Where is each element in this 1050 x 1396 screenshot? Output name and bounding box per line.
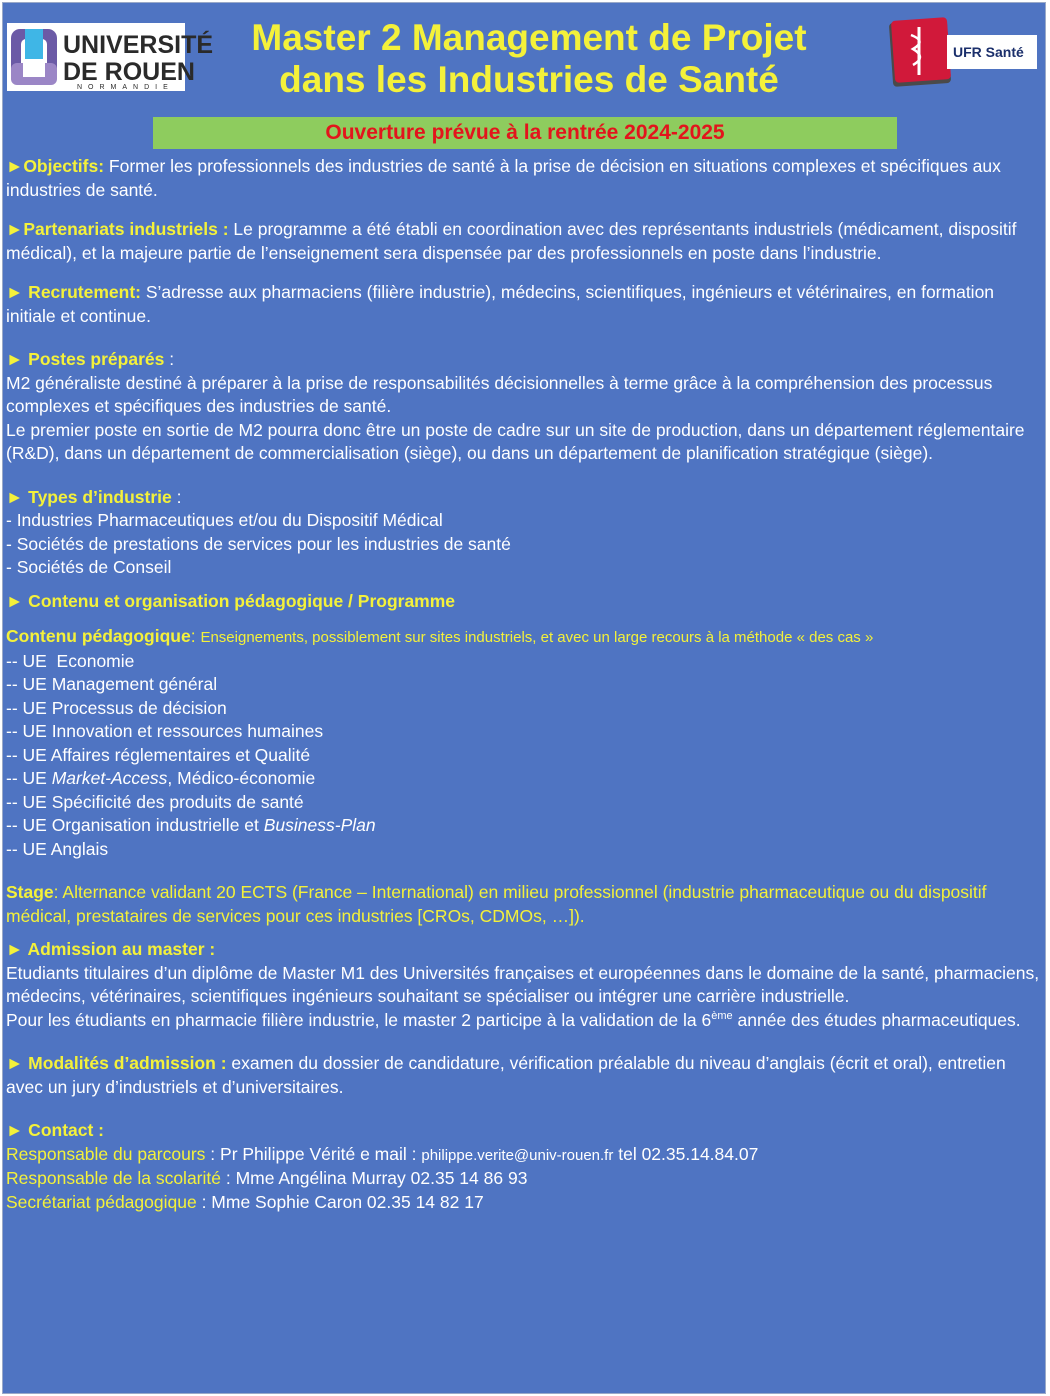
ue-item xyxy=(6,744,1040,768)
header xyxy=(3,3,1045,115)
contact-label-scolarite: Responsable de la scolarité xyxy=(6,1168,221,1188)
contact-label-responsable: Responsable du parcours xyxy=(6,1143,206,1164)
ue-item-text: -- UE Processus de décision xyxy=(6,697,227,718)
admission-para-1: Etudiants titulaires d’un diplôme de Master M1 des Universités françaises et européennes dans le domaine de la santé, pharmaciens, médecins, vétérinaires, scientifiques ingénieurs souhaitant se spécialiser ou intégrer une carrière industrielle. xyxy=(6,962,1040,1006)
contact-tel: tel 02.35.14.84.07 xyxy=(613,1143,759,1164)
ue-item xyxy=(6,720,1040,744)
ue-item-text: -- UE Economie xyxy=(6,650,135,671)
ue-item-italic: Market-Access xyxy=(51,768,168,788)
ue-item-text: -- UE xyxy=(6,768,52,788)
section-partenariats xyxy=(6,218,1040,265)
section-objectifs xyxy=(6,155,1040,202)
ue-item-text: -- UE Management général xyxy=(6,674,218,694)
ue-item xyxy=(6,650,1040,674)
ue-item xyxy=(6,697,1040,721)
postes-heading: ► Postes préparés xyxy=(6,349,165,369)
ue-item xyxy=(6,838,1040,862)
ufr-logo-text: UFR Santé xyxy=(953,44,1024,60)
objectifs-heading: ►Objectifs: xyxy=(6,156,105,176)
contact-email-link[interactable]: philippe.verite@univ-rouen.fr xyxy=(421,1146,614,1164)
logo-text-rouen: DE ROUEN xyxy=(63,58,195,86)
objectifs-text: Former les professionnels des industries de santé à la prise de décision en situations complexes et spécifiques aux industries de santé. xyxy=(6,156,1001,200)
title-line-2: dans les Industries de Santé xyxy=(279,59,779,100)
contact-line-2 xyxy=(6,1167,1040,1191)
contact-line-1 xyxy=(6,1143,1040,1168)
contenu-sub-colon: : xyxy=(190,626,201,646)
types-heading: ► Types d’industrie xyxy=(6,486,172,507)
ue-item xyxy=(6,767,1040,791)
recrutement-text: S’adresse aux pharmaciens (filière industrie), médecins, scientifiques, ingénieurs et vétérinaires, en formation initiale et continue. xyxy=(6,282,995,326)
partenariats-text: Le programme a été établi en coordination avec des représentants industriels (médicament, dispositif médical), et la majeure partie de l’enseignement sera dispensée par des professionnels en poste dans l’industrie. xyxy=(6,219,1017,263)
ue-item-text: -- UE Affaires réglementaires et Qualité xyxy=(6,744,311,765)
admission-para-2 xyxy=(6,1009,1040,1033)
admission-heading: ► Admission au master : xyxy=(6,939,216,959)
postes-heading-line xyxy=(6,348,1040,372)
admission-para-2-end: année des études pharmaceutiques. xyxy=(732,1009,1021,1030)
types-item: - Sociétés de Conseil xyxy=(6,557,172,577)
ue-item-suffix: , Médico-économie xyxy=(167,768,316,788)
contact-text-secretariat: : Mme Sophie Caron 02.35 14 82 17 xyxy=(196,1191,484,1212)
contact-heading: ► Contact : xyxy=(6,1120,105,1140)
types-item: - Industries Pharmaceutiques et/ou du Dispositif Médical xyxy=(6,510,443,530)
postes-para-2: Le premier poste en sortie de M2 pourra donc être un poste de cadre sur un site de production, dans un département réglementaire (R&D), dans un département de commercialisation (siège), ou dans un département de planification stratégique (siège). xyxy=(6,419,1025,463)
stage-heading: Stage xyxy=(6,882,54,902)
section-stage xyxy=(6,881,1040,928)
ue-item-text: -- UE Anglais xyxy=(6,838,109,859)
logo-text-normandie: NORMANDIE xyxy=(77,84,174,91)
logo-text-universite: UNIVERSITÉ xyxy=(63,31,214,59)
flyer-page xyxy=(2,2,1046,1394)
types-heading-line xyxy=(6,486,1040,510)
types-colon: : xyxy=(171,486,182,507)
contenu-sub-line xyxy=(6,625,1040,650)
partenariats-heading: ►Partenariats industriels : xyxy=(6,219,229,239)
postes-para-1: M2 généraliste destiné à préparer à la prise de responsabilités décisionnelles à terme grâce à la compréhension des processus complexes et spécifiques des industries de santé. xyxy=(6,372,993,416)
ue-item-italic: Business-Plan xyxy=(263,815,376,835)
admission-superscript: ème xyxy=(711,1009,733,1022)
section-recrutement xyxy=(6,281,1040,328)
ue-item xyxy=(6,791,1040,815)
contenu-sub-text: Enseignements, possiblement sur sites industriels, et avec un large recours à la méthode « des cas » xyxy=(200,629,874,646)
page-title xyxy=(199,17,859,101)
ue-item-text: -- UE Organisation industrielle et xyxy=(6,815,264,835)
contact-text-responsable: : Pr Philippe Vérité e mail : xyxy=(205,1143,422,1164)
admission-para-2-text: Pour les étudiants en pharmacie filière industrie, le master 2 participe à la validation de la 6 xyxy=(6,1009,712,1030)
main-content xyxy=(6,155,1040,1214)
stage-text: : Alternance validant 20 ECTS (France – International) en milieu professionnel (industrie pharmaceutique ou du dispositif médical, prestataires de services pour ces industries [CROs, CDMOs, …]). xyxy=(6,882,987,926)
ue-list xyxy=(6,650,1040,862)
contact-text-scolarite: : Mme Angélina Murray 02.35 14 86 93 xyxy=(221,1168,528,1188)
opening-banner: Ouverture prévue à la rentrée 2024-2025 xyxy=(153,117,897,149)
contenu-heading: ► Contenu et organisation pédagogique / Programme xyxy=(6,590,456,611)
contenu-sub-heading: Contenu pédagogique xyxy=(6,626,191,646)
contact-label-secretariat: Secrétariat pédagogique xyxy=(6,1191,197,1212)
modalites-heading: ► Modalités d’admission : xyxy=(6,1053,227,1073)
contact-line-3 xyxy=(6,1191,1040,1215)
recrutement-heading: ► Recrutement: xyxy=(6,282,141,302)
modalites-text: examen du dossier de candidature, vérification préalable du niveau d’anglais (écrit et oral), entretien avec un jury d’industriels et d’universitaires. xyxy=(6,1053,1006,1097)
ue-item-text: -- UE Innovation et ressources humaines xyxy=(6,721,324,741)
university-logo xyxy=(7,23,214,91)
ufr-sante-logo xyxy=(887,17,1039,87)
ue-item xyxy=(6,673,1040,697)
types-item: - Sociétés de prestations de services pour les industries de santé xyxy=(6,533,511,554)
section-modalites xyxy=(6,1052,1040,1099)
postes-colon: : xyxy=(164,349,175,369)
ue-item-text: -- UE Spécificité des produits de santé xyxy=(6,791,304,812)
title-line-1: Master 2 Management de Projet xyxy=(251,17,807,58)
ue-item xyxy=(6,814,1040,838)
